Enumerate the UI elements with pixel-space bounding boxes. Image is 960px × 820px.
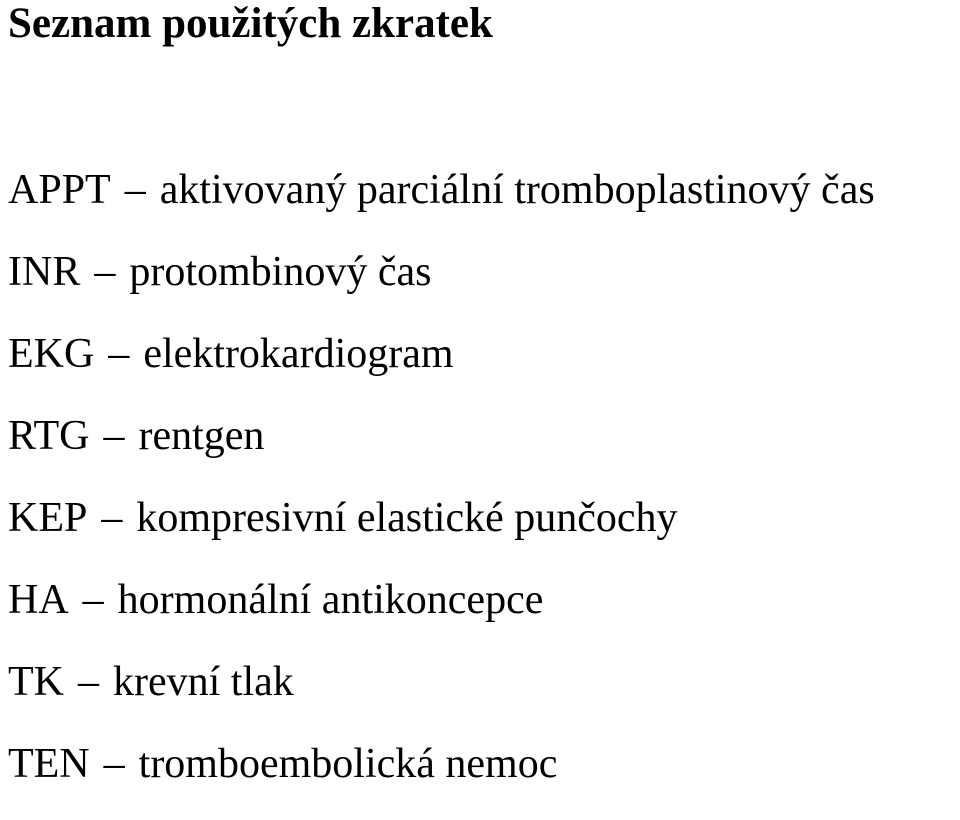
abbreviation-row-ha — [8, 574, 875, 656]
abbreviation-meaning: protombinový čas — [129, 249, 432, 295]
abbreviation-meaning: hormonální antikoncepce — [117, 577, 544, 623]
abbreviation-term: TK — [8, 659, 64, 705]
dash-separator: – — [101, 495, 123, 541]
page-title: Seznam použitých zkratek — [8, 0, 493, 47]
abbreviation-row-inr — [8, 246, 875, 328]
abbreviation-term: APPT — [8, 167, 111, 213]
abbreviation-meaning: aktivovaný parciální tromboplastinový čas — [159, 167, 875, 213]
abbreviation-term: TEN — [8, 741, 90, 787]
dash-separator: – — [108, 331, 130, 377]
dash-separator: – — [82, 577, 104, 623]
dash-separator: – — [103, 741, 125, 787]
abbreviation-row-kep — [8, 492, 875, 574]
dash-separator: – — [124, 167, 146, 213]
dash-separator: – — [103, 413, 125, 459]
abbreviation-list — [8, 164, 875, 820]
abbreviation-meaning: rentgen — [138, 413, 265, 459]
abbreviation-term: EKG — [8, 331, 95, 377]
abbreviation-term: HA — [8, 577, 69, 623]
abbreviation-meaning: krevní tlak — [113, 659, 294, 705]
abbreviation-meaning: elektrokardiogram — [143, 331, 454, 377]
abbreviation-term: KEP — [8, 495, 88, 541]
abbreviation-meaning: kompresivní elastické punčochy — [136, 495, 678, 541]
dash-separator: – — [94, 249, 116, 295]
abbreviation-row-appt — [8, 164, 875, 246]
abbreviation-row-ten — [8, 738, 875, 820]
abbreviation-term: INR — [8, 249, 81, 295]
abbreviation-row-rtg — [8, 410, 875, 492]
abbreviation-row-tk — [8, 656, 875, 738]
abbreviation-term: RTG — [8, 413, 90, 459]
abbreviation-meaning: tromboembolická nemoc — [138, 741, 558, 787]
abbreviation-row-ekg — [8, 328, 875, 410]
dash-separator: – — [78, 659, 99, 705]
